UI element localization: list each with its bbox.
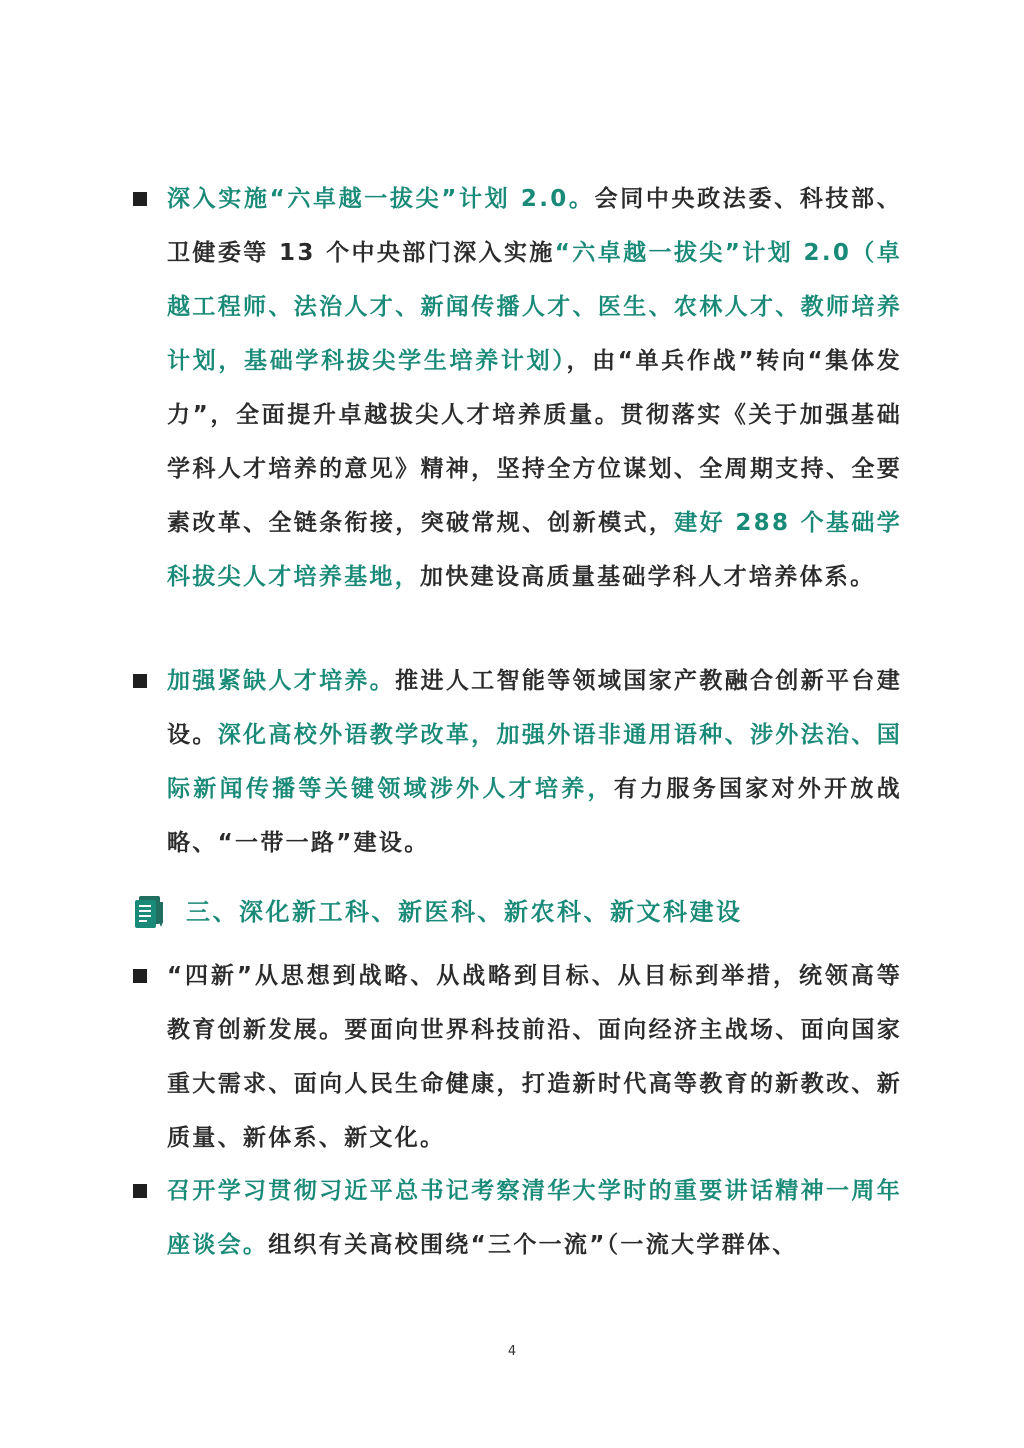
section-heading (130, 888, 890, 936)
body-text: ，由“单兵作战”转向“集体发力”，全面提升卓越拔尖人才培养质量。贯彻落实《关于加强基础学科人才培养的意见》精神，坚持全方位谋划、全周期支持、全要素改革、全链条衔接，突破常规、创新模式， (167, 348, 902, 536)
document-pen-icon (134, 894, 166, 930)
body-text: “四新”从思想到战略、从战略到目标、从目标到举措，统领高等教育创新发展。要面向世界科技前沿、面向经济主战场、面向国家重大需求、面向人民生命健康，打造新时代高等教育的新教改、新质量、新体系、新文化。 (167, 963, 902, 1151)
paragraph-2 (167, 654, 902, 870)
highlight-text: 加强紧缺人才培养。 (167, 668, 396, 694)
body-text: 有力服务国家对外开放战略、“一带一路”建设。 (167, 776, 902, 856)
highlight-text: 建好 288 个基础学科拔尖人才培养基地， (167, 510, 903, 590)
body-text: 推进人工智能等领域国家产教融合创新平台建设。 (167, 668, 903, 748)
highlight-text: 召开学习贯彻习近平总书记考察清华大学时的重要讲话精神一周年座谈会。 (167, 1178, 902, 1258)
page-number: 4 (507, 1344, 517, 1359)
bullet-square (133, 674, 147, 688)
bullet-square (133, 192, 147, 206)
body-text: 组织有关高校围绕“三个一流”（一流大学群体、 (268, 1232, 798, 1258)
highlight-text: 深入实施“六卓越一拔尖”计划 2.0。 (167, 186, 595, 212)
bullet-square (133, 969, 147, 983)
paragraph-1 (167, 172, 902, 604)
paragraph-3 (167, 949, 902, 1165)
body-text: 会同中央政法委、科技部、卫健委等 13 个中央部门深入实施 (167, 186, 902, 266)
body-text: 加快建设高质量基础学科人才培养体系。 (420, 564, 876, 590)
section-title: 三、深化新工科、新医科、新农科、新文科建设 (186, 898, 743, 926)
bullet-square (133, 1184, 147, 1198)
highlight-text: “六卓越一拔尖”计划 2.0（卓越工程师、法治人才、新闻传播人才、医生、农林人才、教师培养计划，基础学科拔尖学生培养计划） (167, 240, 902, 374)
highlight-text: 深化高校外语教学改革，加强外语非通用语种、涉外法治、国际新闻传播等关键领域涉外人才培养， (167, 722, 902, 802)
paragraph-4 (167, 1164, 902, 1272)
